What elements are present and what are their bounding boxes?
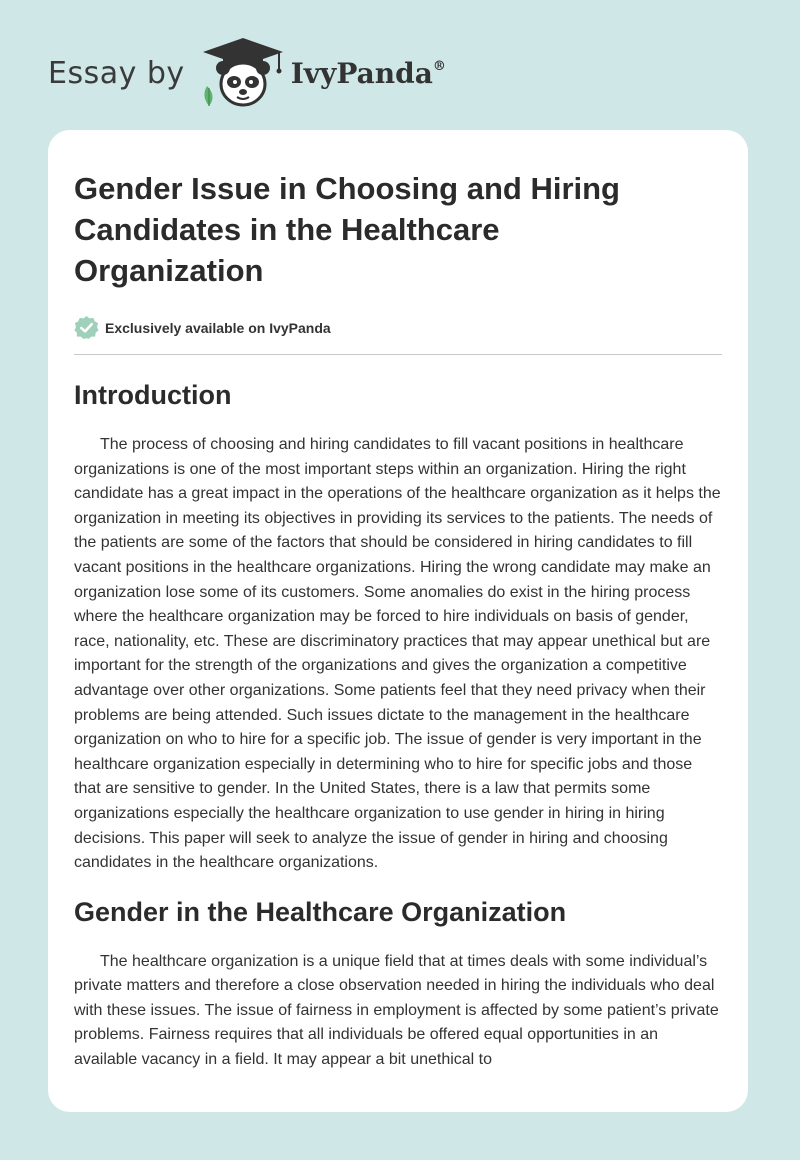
section-heading: Gender in the Healthcare Organization (74, 896, 567, 927)
ivypanda-logo-icon[interactable] (199, 36, 287, 110)
section-paragraph: The process of choosing and hiring candidates to fill vacant positions in healthcare organizations is one of the most important steps within an organization. Hiring the right candidate has a great impact in the operations of the healthcare organization as it helps the organization in meeting its objectives in providing its services to the patients. The needs of the patients are some of the factors that should be considered in hiring candidates to fill vacant positions in the healthcare organizations. Hiring the wrong candidate may make an organization lose some of its customers. Some anomalies do exist in the hiring process where the healthcare organization may be forced to hire individuals on basis of gender, race, nationality, etc. These are discriminatory practices that may appear unethical but are important for the strength of the organizations and gives the organization a competitive advantage over other organizations. Some patients feel that they need privacy when their problems are being attended. Such issues dictate to the management in the healthcare organization on who to hire for a specific job. The issue of gender is very important in the healthcare organization especially in determining who to hire for specific jobs and those that are sensitive to gender. In the United States, there is a law that permits some organizations especially the healthcare organization to use gender in hiring in hiring decisions. This paper will seek to analyze the issue of gender in hiring and choosing candidates in the healthcare organizations. (74, 436, 721, 872)
exclusive-badge (74, 315, 722, 340)
section-paragraph: The healthcare organization is a unique field that at times deals with some individual’s private matters and therefore a close observation needed in hiring the individuals who deal with these issues. The issue of fairness in employment is affected by some patient’s private problems. Fairness requires that all individuals be offered equal opportunities in an available vacancy in a field. It may appear a bit unethical to (74, 952, 719, 1069)
brand-name-text: IvyPanda (290, 56, 433, 90)
badge-label: Exclusively available on IvyPanda (105, 319, 331, 336)
essay-title: Gender Issue in Choosing and Hiring Candidates in the Healthcare Organization (74, 171, 620, 288)
essay-by-label: Essay by (48, 55, 185, 91)
section-gender-healthcare (74, 894, 722, 1073)
section-introduction (74, 377, 722, 876)
check-badge-icon (74, 315, 99, 340)
site-header (48, 36, 446, 110)
title-divider (74, 354, 722, 355)
registered-mark: ® (432, 58, 446, 74)
essay-card (48, 130, 748, 1112)
section-heading: Introduction (74, 380, 232, 410)
brand-name[interactable] (291, 57, 446, 90)
